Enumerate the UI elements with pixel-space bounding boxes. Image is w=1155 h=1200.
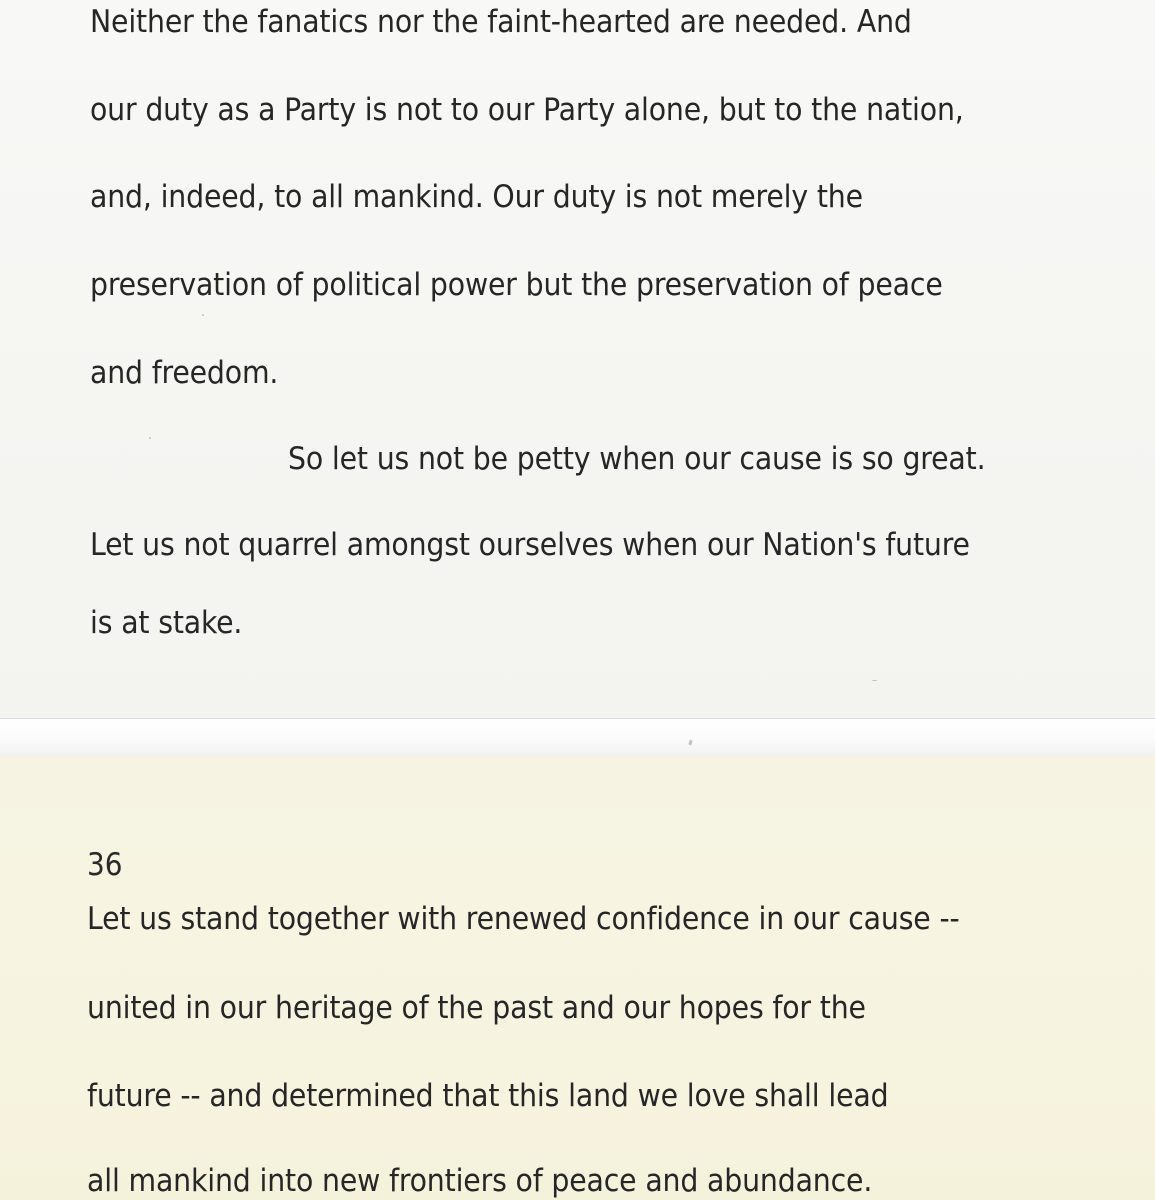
paper-spot [872,680,877,681]
speech-line-2: our duty as a Party is not to our Party alone, but to the nation, [90,92,964,128]
speech-line-9: Let us stand together with renewed confidence in our cause -- [87,901,960,937]
speech-line-12: all mankind into new frontiers of peace and abundance. [87,1163,873,1199]
speech-line-10: united in our heritage of the past and our hopes for the [87,990,866,1026]
speech-page-bottom [0,756,1155,1200]
page-separator [0,718,1155,756]
paper-spot [149,437,151,439]
speech-line-4: preservation of political power but the preservation of peace [90,267,943,303]
paper-spot [202,314,204,316]
speech-line-5: and freedom. [90,355,279,391]
speech-line-1: Neither the fanatics nor the faint-hearted are needed. And [90,4,912,40]
speech-line-8: is at stake. [90,605,243,641]
speech-line-11: future -- and determined that this land we love shall lead [87,1078,889,1114]
page-number: 36 [87,847,123,883]
speech-line-3: and, indeed, to all mankind. Our duty is not merely the [90,179,863,215]
speech-line-7: Let us not quarrel amongst ourselves when our Nation's future [90,527,970,563]
speech-line-6: So let us not be petty when our cause is so great. [288,441,986,477]
